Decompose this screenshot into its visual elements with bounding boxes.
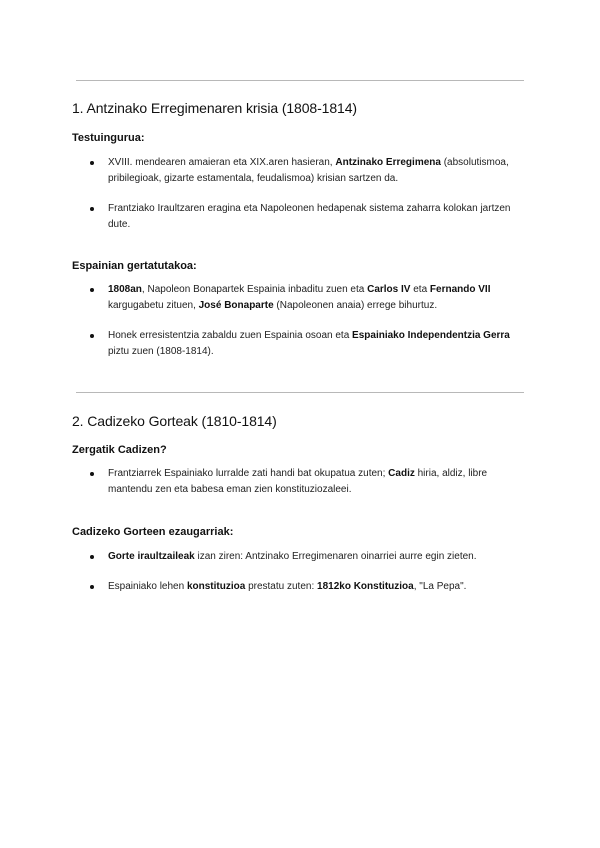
section-1-subheading-events: Espainian gertatutakoa: bbox=[72, 260, 197, 272]
horizontal-rule bbox=[76, 80, 524, 81]
list-item-text: Frantziako Iraultzaren eragina eta Napoleonen hedapenak sistema zaharra kolokan jartzen dute. bbox=[108, 203, 511, 230]
list-item bbox=[72, 328, 528, 360]
section-1-subheading-context: Testuingurua: bbox=[72, 132, 145, 144]
list-item bbox=[72, 579, 528, 595]
list-item bbox=[72, 549, 528, 565]
bullet-dot-icon bbox=[90, 161, 94, 165]
list-item-text: Honek erresistentzia zabaldu zuen Espainia osoan eta Espainiako Independentzia Gerra piztu zuen (1808-1814). bbox=[108, 330, 510, 357]
section-1-events-list bbox=[72, 282, 528, 360]
section-1-context-list bbox=[72, 155, 528, 233]
section-2-features-list bbox=[72, 549, 528, 595]
section-2-subheading-features: Cadizeko Gorteen ezaugarriak: bbox=[72, 526, 234, 538]
list-item-text: XVIII. mendearen amaieran eta XIX.aren hasieran, Antzinako Erregimena (absolutismoa, pribilegioak, gizarte estamentala, feudalismoa) krisian sartzen da. bbox=[108, 157, 509, 184]
horizontal-rule bbox=[76, 392, 524, 393]
list-item bbox=[72, 466, 528, 498]
bullet-dot-icon bbox=[90, 472, 94, 476]
bullet-dot-icon bbox=[90, 288, 94, 292]
bullet-dot-icon bbox=[90, 334, 94, 338]
section-1-title: 1. Antzinako Erregimenaren krisia (1808-1814) bbox=[72, 100, 357, 116]
section-2-why-list bbox=[72, 466, 528, 498]
section-2-subheading-why: Zergatik Cadizen? bbox=[72, 444, 167, 456]
list-item-text: Gorte iraultzaileak izan ziren: Antzinako Erregimenaren oinarriei aurre egin zieten. bbox=[108, 551, 477, 562]
list-item bbox=[72, 201, 528, 233]
bullet-dot-icon bbox=[90, 207, 94, 211]
list-item bbox=[72, 155, 528, 187]
list-item-text: Espainiako lehen konstituzioa prestatu zuten: 1812ko Konstituzioa, "La Pepa". bbox=[108, 581, 467, 592]
section-2-title: 2. Cadizeko Gorteak (1810-1814) bbox=[72, 413, 277, 429]
list-item-text: Frantziarrek Espainiako lurralde zati handi bat okupatua zuten; Cadiz hiria, aldiz, libre mantendu zen eta babesa eman zien konstituziozaleei. bbox=[108, 468, 488, 495]
list-item bbox=[72, 282, 528, 314]
list-item-text: 1808an, Napoleon Bonapartek Espainia inbaditu zuen eta Carlos IV eta Fernando VII kargugabetu zituen, José Bonaparte (Napoleonen anaia) errege bihurtuz. bbox=[108, 284, 491, 311]
bullet-dot-icon bbox=[90, 585, 94, 589]
bullet-dot-icon bbox=[90, 555, 94, 559]
